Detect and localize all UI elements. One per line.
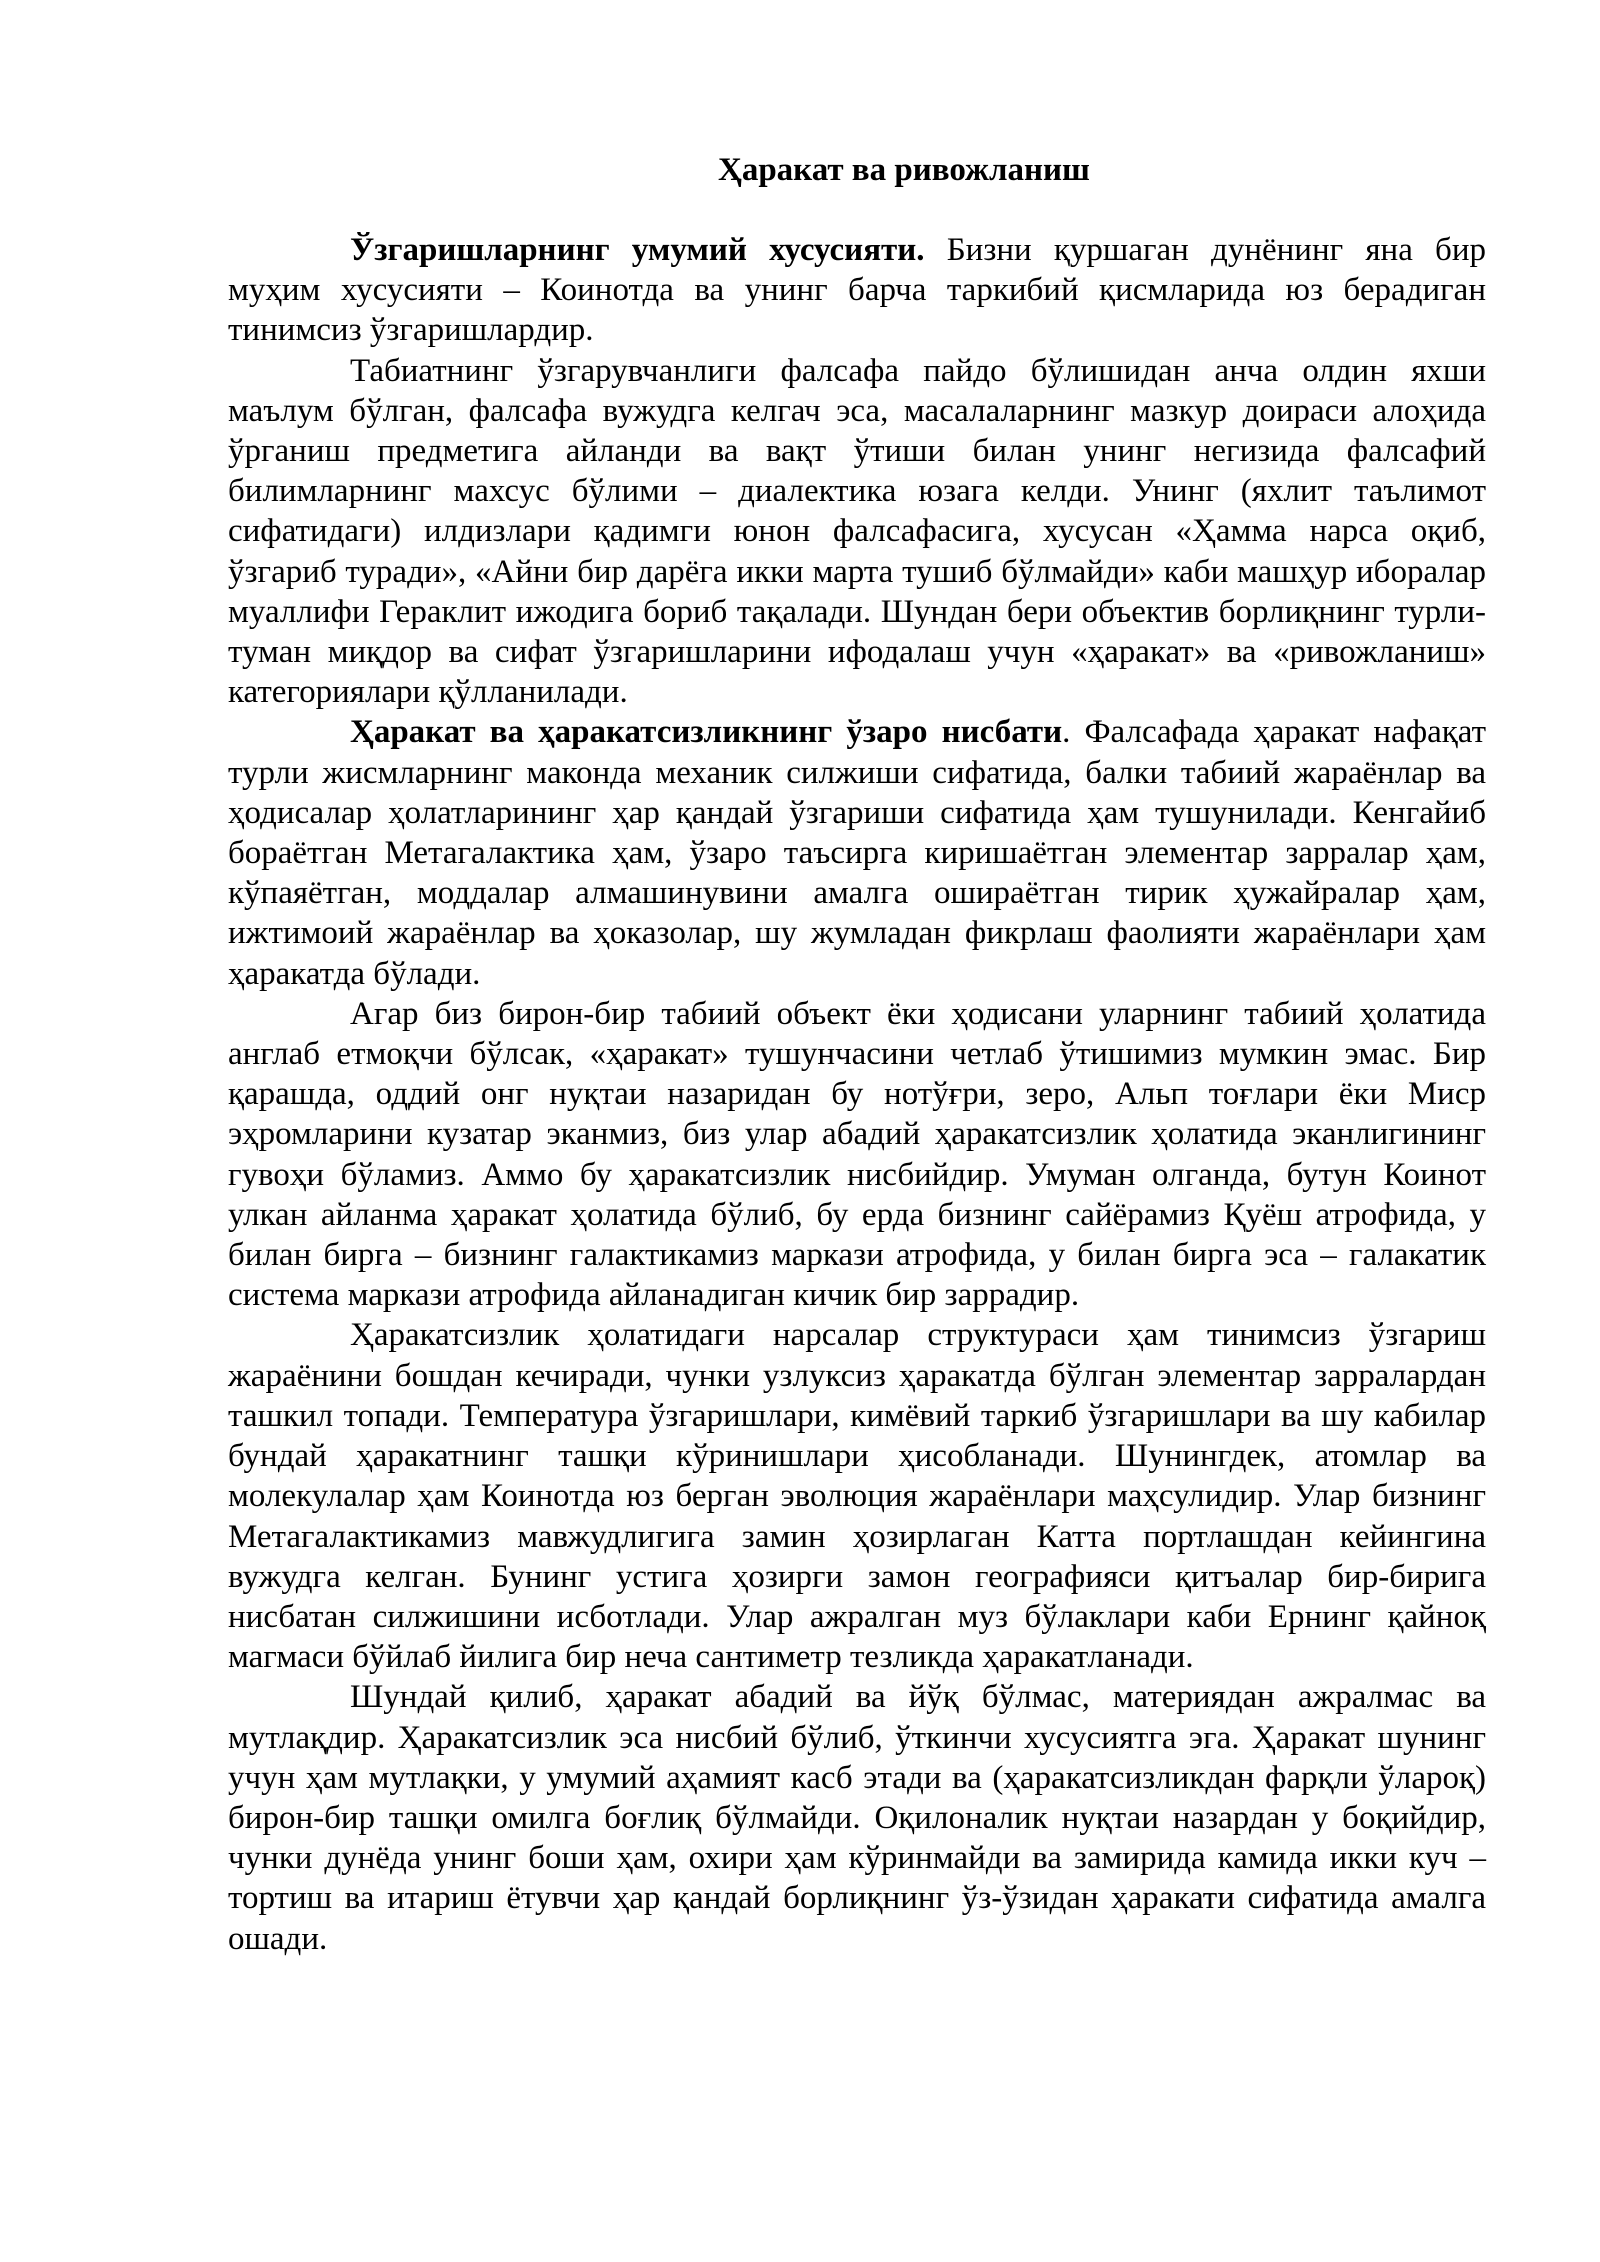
paragraph-5-text: Ҳаракатсизлик ҳолатидаги нарсалар структураси ҳам тинимсиз ўзгариш жараёнини бошдан кечиради, чунки узлуксиз ҳаракатда бўлган элементар зарралардан ташкил топади. Температура ўзгаришлари, кимёвий таркиб ўзгаришлари ва шу кабилар бундай ҳаракатнинг ташқи кўринишлари ҳисобланади. Шунингдек, атомлар ва молекулалар ҳам Коинотда юз берган эволюция жараёнлари маҳсулидир. Улар бизнинг Метагалактикамиз мавжудлигига замин ҳозирлаган Катта портлашдан кейингина вужудга келган. Бунинг устига ҳозирги замон географияси қитъалар бир-бирига нисбатан силжишини исботлади. Улар ажралган муз бўлаклари каби Ернинг қайноқ магмаси бўйлаб йилига бир неча сантиметр тезликда ҳаракатланади. <box>228 1317 1486 1676</box>
paragraph-2 <box>228 351 1486 713</box>
paragraph-6-text: Шундай қилиб, ҳаракат абадий ва йўқ бўлмас, материядан ажралмас ва мутлақдир. Ҳаракатсизлик эса нисбий бўлиб, ўткинчи хусусиятга эга. Ҳаракат шунинг учун ҳам мутлақки, у умумий аҳамият касб этади ва (ҳаракатсизликдан фарқли ўлароқ) бирон-бир ташқи омилга боғлиқ бўлмайди. Оқилоналик нуқтаи назардан у боқийдир, чунки дунёда унинг боши ҳам, охири ҳам кўринмайди ва замирида камида икки куч – тортиш ва итариш ётувчи ҳар қандай борлиқнинг ўз-ўзидан ҳаракати сифатида амалга ошади. <box>228 1679 1486 1957</box>
paragraph-1-text: Бизни қуршаган дунёнинг яна бир муҳим хусусияти – Коинотда ва унинг барча таркибий қисмларида юз берадиган тинимсиз ўзгаришлардир. <box>228 232 1486 349</box>
paragraph-6 <box>228 1677 1486 1958</box>
paragraph-5 <box>228 1315 1486 1677</box>
paragraph-4 <box>228 994 1486 1316</box>
paragraph-4-text: Агар биз бирон-бир табиий объект ёки ҳодисани уларнинг табиий ҳолатида англаб етмоқчи бўлсак, «ҳаракат» тушунчасини четлаб ўтишимиз мумкин эмас. Бир қарашда, оддий онг нуқтаи назаридан бу нотўғри, зеро, Альп тоғлари ёки Миср эҳромларини кузатар эканмиз, биз улар абадий ҳаракатсизлик ҳолатида эканлигининг гувоҳи бўламиз. Аммо бу ҳаракатсизлик нисбийдир. Умуман олганда, бутун Коинот улкан айланма ҳаракат ҳолатида бўлиб, бу ерда бизнинг сайёрамиз Қуёш атрофида, у билан бирга – бизнинг галактикамиз маркази атрофида, у билан бирга эса – галакатик система маркази атрофида айланадиган кичик бир заррадир. <box>228 995 1486 1314</box>
document-page <box>228 150 1486 1959</box>
paragraph-3 <box>228 712 1486 993</box>
paragraph-3-text: . Фалсафада ҳаракат нафақат турли жисмларнинг маконда механик силжиши сифатида, балки табиий жараёнлар ва ҳодисалар ҳолатларининг ҳар қандай ўзгариши сифатида ҳам тушунилади. Кенгайиб бораётган Метагалактика ҳам, ўзаро таъсирга киришаётган элементар зарралар ҳам, кўпаяётган, моддалар алмашинувини амалга ошираётган тирик ҳужайралар ҳам, ижтимоий жараёнлар ва ҳоказолар, шу жумладан фикрлаш фаолияти жараёнлари ҳам ҳаракатда бўлади. <box>228 714 1487 992</box>
paragraph-1 <box>228 230 1486 351</box>
document-title: Ҳаракат ва ривожланиш <box>718 152 1090 188</box>
paragraph-3-lead: Ҳаракат ва ҳаракатсизликнинг ўзаро нисбати <box>350 714 1063 751</box>
paragraph-2-text: Табиатнинг ўзгарувчанлиги фалсафа пайдо бўлишидан анча олдин яхши маълум бўлган, фалсафа вужудга келгач эса, масалаларнинг мазкур доираси алоҳида ўрганиш предметига айланди ва вақт ўтиши билан унинг негизида фалсафий билимларнинг махсус бўлими – диалектика юзага келди. Унинг (яхлит таълимот сифатидаги) илдизлари қадимги юнон фалсафасига, хусусан «Ҳамма нарса оқиб, ўзгариб туради», «Айни бир дарёга икки марта тушиб бўлмайди» каби машҳур иборалар муаллифи Гераклит ижодига бориб тақалади. Шундан бери объектив борлиқнинг турли-туман миқдор ва сифат ўзгаришларини ифодалаш учун «ҳаракат» ва «ривожланиш» категориялари қўлланилади. <box>228 352 1486 711</box>
paragraph-1-lead: Ўзгаришларнинг умумий хусусияти. <box>350 232 925 268</box>
